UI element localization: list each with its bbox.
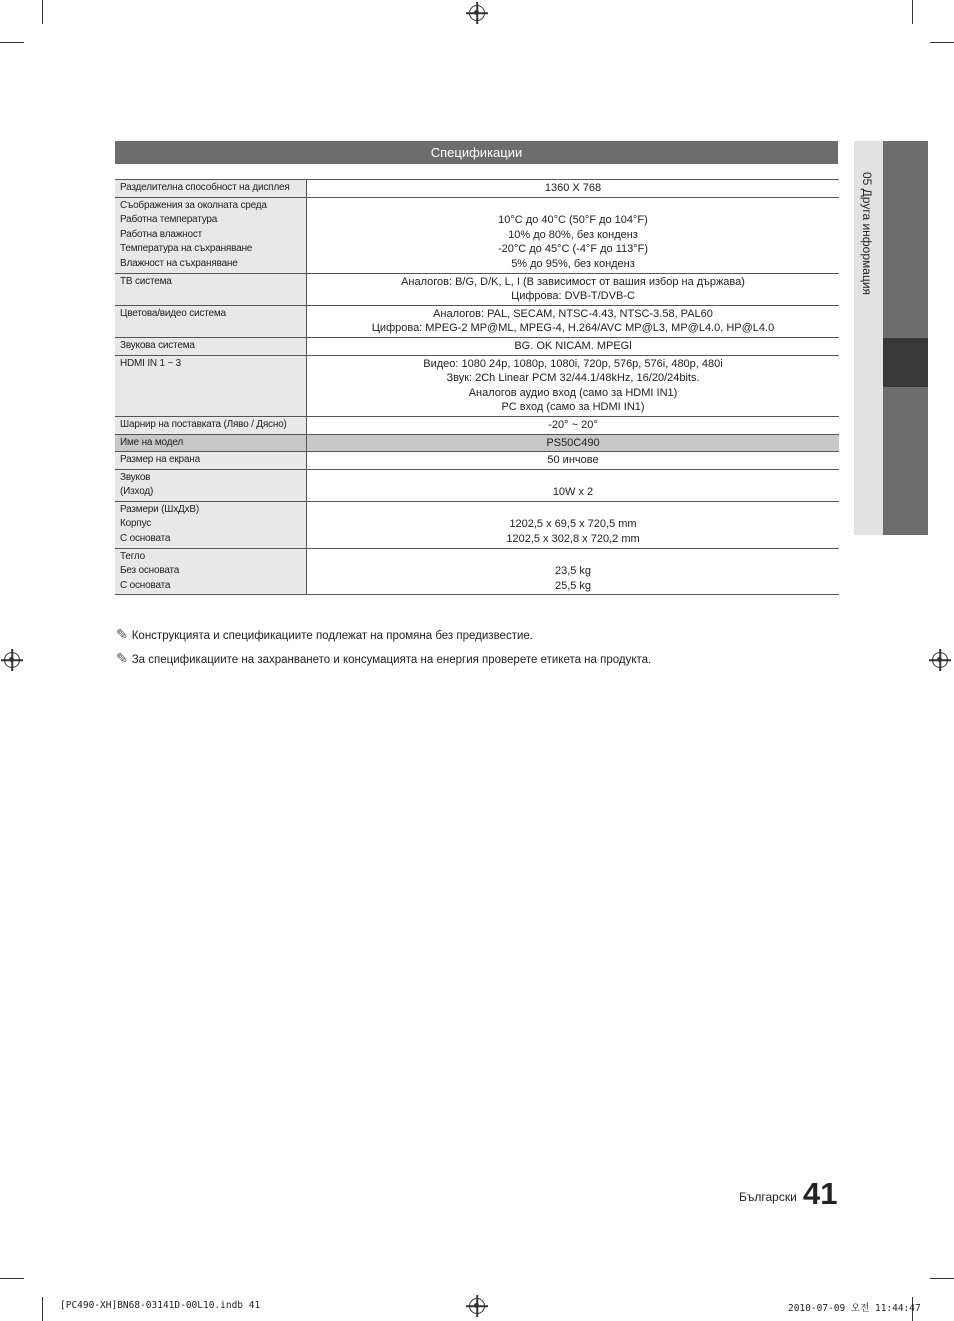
spec-value bbox=[307, 501, 840, 548]
spec-label-line: Без основата bbox=[120, 565, 180, 577]
spec-value-line: 25,5 kg bbox=[554, 579, 592, 592]
table-row bbox=[115, 434, 839, 452]
spec-table bbox=[115, 179, 839, 595]
registration-mark-icon bbox=[932, 652, 948, 668]
spec-value-line: 50 инчове bbox=[547, 454, 599, 467]
spec-value-line: 10W x 2 bbox=[552, 486, 594, 499]
spec-label-line: Звукова система bbox=[120, 339, 195, 351]
crop-mark bbox=[912, 0, 913, 24]
spec-value-line: -20°C до 45°C (-4°F до 113°F) bbox=[497, 243, 649, 256]
table-row bbox=[115, 355, 839, 416]
crop-mark bbox=[42, 0, 43, 24]
spec-value bbox=[307, 273, 840, 305]
spec-label bbox=[115, 337, 307, 355]
table-row bbox=[115, 180, 839, 198]
spec-label bbox=[115, 469, 307, 501]
spec-value bbox=[307, 337, 840, 355]
table-row bbox=[115, 416, 839, 434]
spec-value-line: 10% до 80%, без конденз bbox=[508, 228, 638, 241]
spec-label-line: Корпус bbox=[120, 518, 152, 530]
spec-value bbox=[307, 548, 840, 595]
spec-label-line: HDMI IN 1 ~ 3 bbox=[120, 357, 182, 369]
table-row bbox=[115, 305, 839, 337]
spec-value-line: PC вход (само за HDMI IN1) bbox=[501, 401, 645, 414]
note bbox=[116, 626, 533, 643]
spec-label-line: С основата bbox=[120, 579, 171, 591]
spec-value-line: Звук: 2Ch Linear PCM 32/44.1/48kHz, 16/20/24bits. bbox=[446, 372, 700, 385]
spec-label bbox=[115, 197, 307, 273]
spec-label bbox=[115, 501, 307, 548]
spec-label-line: ТВ система bbox=[120, 275, 172, 287]
table-row bbox=[115, 452, 839, 470]
table-row bbox=[115, 197, 839, 273]
spec-label bbox=[115, 416, 307, 434]
spec-label bbox=[115, 548, 307, 595]
pencil-note-icon: ✎ bbox=[116, 626, 128, 642]
spec-value bbox=[307, 469, 840, 501]
spec-label bbox=[115, 355, 307, 416]
registration-mark-icon bbox=[469, 1298, 485, 1314]
spec-value bbox=[307, 416, 840, 434]
spec-label bbox=[115, 305, 307, 337]
spec-value-line: Аналогов аудио вход (само за HDMI IN1) bbox=[468, 386, 678, 399]
crop-mark bbox=[930, 1278, 954, 1279]
spec-value-line bbox=[312, 471, 834, 486]
section-title: Спецификации bbox=[115, 141, 838, 164]
spec-value-line bbox=[312, 550, 834, 565]
spec-value bbox=[307, 355, 840, 416]
chapter-label: 05 Друга информация bbox=[860, 172, 874, 296]
page-number: 41 bbox=[803, 1176, 838, 1211]
spec-label-line: Размер на екрана bbox=[120, 454, 200, 466]
table-row bbox=[115, 337, 839, 355]
spec-value-line: Аналогов: B/G, D/K, L, I (В зависимост от вашия избор на държава) bbox=[401, 275, 745, 288]
footer-language: Български bbox=[739, 1190, 797, 1204]
note-text: За спецификациите на захранването и консумацията на енергия проверете етикета на продукта. bbox=[131, 654, 652, 666]
spec-value-line: 1360 X 768 bbox=[544, 182, 602, 194]
spec-label-line: Размери (ШхДхВ) bbox=[120, 503, 200, 515]
spec-label-line: Име на модел bbox=[120, 436, 183, 448]
spec-label bbox=[115, 273, 307, 305]
spec-value-line: 1202,5 x 69,5 x 720,5 mm bbox=[509, 518, 637, 531]
spec-label-line: С основата bbox=[120, 533, 171, 545]
spec-value-line bbox=[312, 503, 834, 518]
spec-label-line: Шарнир на поставката (Ляво / Дясно) bbox=[120, 418, 287, 430]
spec-label-line: Температура на съхраняване bbox=[120, 243, 253, 255]
spec-value bbox=[307, 434, 840, 452]
crop-mark bbox=[42, 1297, 43, 1321]
table-row bbox=[115, 273, 839, 305]
side-tab-active-marker bbox=[883, 338, 928, 387]
spec-label-line: Цветова/видео система bbox=[120, 307, 226, 319]
registration-mark-icon bbox=[469, 5, 485, 21]
spec-label-line: (Изход) bbox=[120, 486, 154, 498]
spec-value-line bbox=[312, 199, 834, 214]
crop-mark bbox=[930, 42, 954, 43]
spec-label-line: Работна влажност bbox=[120, 228, 203, 240]
spec-value-line: Аналогов: PAL, SECAM, NTSC-4.43, NTSC-3.58, PAL60 bbox=[433, 307, 713, 320]
spec-value-line: Цифрова: MPEG-2 MP@ML, MPEG-4, H.264/AVC MP@L3, MP@L4.0, HP@L4.0 bbox=[371, 322, 775, 335]
crop-mark bbox=[0, 42, 24, 43]
spec-label bbox=[115, 434, 307, 452]
spec-value-line: -20° ~ 20° bbox=[548, 418, 598, 431]
spec-value bbox=[307, 452, 840, 470]
spec-value-line: Видео: 1080 24p, 1080p, 1080i, 720p, 576p, 576i, 480p, 480i bbox=[423, 357, 723, 370]
spec-value-line: PS50C490 bbox=[546, 436, 600, 449]
note-text: Конструкцията и спецификациите подлежат на промяна без предизвестие. bbox=[131, 630, 533, 642]
spec-value-line: BG. OK NICAM. MPEGl bbox=[514, 339, 632, 352]
crop-mark bbox=[0, 1278, 24, 1279]
spec-value-line: 5% до 95%, без конденз bbox=[511, 257, 635, 270]
spec-label-line: Съображения за околната среда bbox=[120, 199, 267, 211]
spec-value-line: 23,5 kg bbox=[554, 565, 592, 578]
print-slug-file: [PC490-XH]BN68-03141D-00L10.indb 41 bbox=[60, 1300, 261, 1311]
spec-label bbox=[115, 180, 307, 198]
spec-label-line: Работна температура bbox=[120, 214, 218, 226]
spec-label-line: Разделителна способност на дисплея bbox=[120, 182, 290, 193]
pencil-note-icon: ✎ bbox=[116, 650, 128, 666]
table-row bbox=[115, 469, 839, 501]
spec-value bbox=[307, 305, 840, 337]
print-slug-date: 2010-07-09 오전 11:44:47 bbox=[788, 1303, 921, 1314]
spec-value bbox=[307, 197, 840, 273]
spec-label bbox=[115, 452, 307, 470]
registration-mark-icon bbox=[4, 652, 20, 668]
spec-label-line: Влажност на съхраняване bbox=[120, 257, 238, 269]
note bbox=[116, 650, 651, 667]
spec-label-line: Звуков bbox=[120, 471, 151, 483]
spec-label-line: Тегло bbox=[120, 550, 146, 562]
table-row bbox=[115, 548, 839, 595]
spec-value-line: Цифрова: DVB-T/DVB-C bbox=[511, 290, 635, 303]
spec-value bbox=[307, 180, 840, 198]
spec-value-line: 10°C до 40°C (50°F до 104°F) bbox=[498, 214, 648, 227]
spec-value-line: 1202,5 x 302,8 x 720,2 mm bbox=[506, 533, 640, 546]
table-row bbox=[115, 501, 839, 548]
